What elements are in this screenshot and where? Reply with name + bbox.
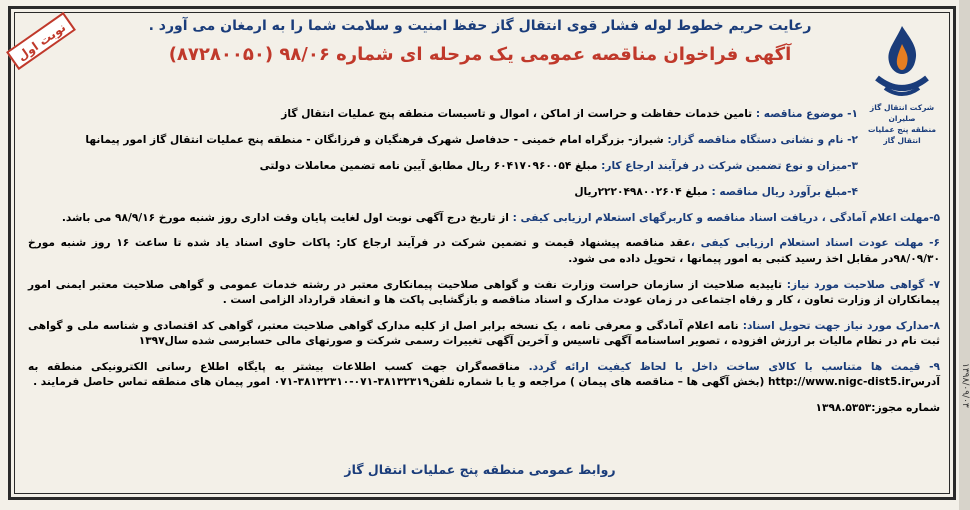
item-6-label: ۶- مهلت عودت اسناد استعلام ارزیابی کیفی ، bbox=[690, 237, 941, 250]
public-relations-footer: روابط عمومی منطقه پنج عملیات انتقال گاز bbox=[344, 462, 616, 477]
item-8-text: نامه اعلام آمادگی و معرفی نامه ، یک نسخه برابر اصل از کلیه مدارک گواهی صلاحیت معتبر، گواهی کد اقتصادی و شناسه ملی و گواهی ثبت نام در نظام مالیات بر ارزش افزوده ، تصویر اساسنامه آگهی تاسیس و آخرین آگهی تغییرات رسمی شرکت و صورتهای مالی حسابرسی شده سال۱۳۹۷ bbox=[28, 319, 940, 348]
side-date-code: ۱۳۹۸/۰۹/۰۳ bbox=[960, 362, 970, 408]
permit-number: شماره مجوز:۱۳۹۸.۵۳۵۳ bbox=[815, 402, 940, 415]
item-7 bbox=[28, 278, 940, 309]
flame-logo-icon bbox=[871, 22, 933, 102]
item-6 bbox=[28, 236, 940, 267]
safety-slogan: رعایت حریم خطوط لوله فشار قوی انتقال گاز حفظ امنیت و سلامت شما را به ارمغان می آورد . bbox=[148, 18, 812, 34]
first-round-ribbon: نوبت اول bbox=[6, 12, 76, 70]
item-8 bbox=[28, 319, 940, 350]
item-5-label: ۵-مهلت اعلام آمادگی ، دریافت اسناد مناقصه و کاربرگهای استعلام ارزیابی کیفی : bbox=[512, 211, 940, 224]
tender-items-upper bbox=[28, 96, 858, 211]
tender-items-lower bbox=[28, 200, 940, 427]
item-5 bbox=[28, 211, 940, 226]
item-2 bbox=[28, 133, 858, 149]
item-2-text: شیراز- بزرگراه امام خمینی - حدفاصل شهرک فرهنگیان و فرزانگان - منطقه پنج عملیات انتقال گاز امور پیمانها bbox=[85, 133, 668, 146]
item-7-text: تاییدیه صلاحیت از سازمان حراست وزارت نفت و گواهی صلاحیت پیمانکاری معتبر در رشته خدمات عمومی و گواهی صلاحیت معتبر ایمنی امور پیمانکاران از وزارت تعاون ، کار و رفاه اجتماعی در زمان عودت مدارک و اسناد مناقصه و بازگشایی پاکت ها و انعقاد قرارداد الزامی است . bbox=[28, 278, 940, 306]
item-1 bbox=[28, 107, 858, 123]
item-7-label: ۷- گواهی صلاحیت مورد نیاز: bbox=[786, 278, 940, 291]
item-3-text: مبلغ ۶۰۴۱۷۰۹۶۰۰۵۴ ریال مطابق آیین نامه تضمین معاملات دولتی bbox=[259, 159, 602, 172]
item-4 bbox=[28, 185, 858, 201]
item-2-label: ۲- نام و نشانی دستگاه مناقصه گزار: bbox=[667, 133, 858, 146]
item-4-text: مبلغ ۲۲۲۰۴۹۸۰۰۲۶۰۴ریال bbox=[574, 185, 712, 198]
item-5-text: از تاریخ درج آگهی نوبت اول لغایت پایان وقت اداری روز شنبه مورخ ۹۸/۹/۱۶ می باشد. bbox=[61, 211, 513, 224]
tender-headline: آگهی فراخوان مناقصه عمومی یک مرحله ای شماره ۹۸/۰۶ (۸۷۲۸۰۰۵۰) bbox=[168, 44, 792, 65]
logo-caption-company: شرکت انتقال گاز صلیران bbox=[869, 103, 935, 123]
item-9 bbox=[28, 360, 940, 391]
item-1-label: ۱- موضوع مناقصه : bbox=[755, 107, 858, 120]
logo-caption-region: منطقه پنج عملیات انتقال گاز bbox=[867, 125, 937, 145]
item-8-label: ۸-مدارک مورد نیاز جهت تحویل اسناد: bbox=[742, 319, 940, 332]
item-6-text: عقد مناقصه پیشنهاد قیمت و تضمین شرکت در فرآیند ارجاع کار: پاکات حاوی اسناد یاد شده تا ساعت ۱۶ روز شنبه مورخ ۹۸/۰۹/۳۰در مقابل اخذ رسید کتبی به امور پیمانها ، تحویل داده می شود. bbox=[28, 237, 940, 265]
item-4-label: ۴-مبلغ برآورد ریال مناقصه : bbox=[711, 185, 858, 198]
item-3 bbox=[28, 159, 858, 175]
company-logo bbox=[862, 22, 942, 145]
item-1-text: تامین خدمات حفاظت و حراست از اماکن ، اموال و تاسیسات منطقه پنج عملیات انتقال گاز bbox=[281, 107, 756, 120]
item-9-text: مناقصه‌گران جهت کسب اطلاعات بیشتر به پایگاه اطلاع رسانی الکترونیکی منطقه به آدرسhttp://www.nigc-dist5.ir (بخش آگهی ها – مناقصه های پیمان ) مراجعه و یا با شماره تلفن۳۸۱۳۲۳۱۹-۰۷۱-۳۸۱۳۲۳۱۰-۰۷۱ امور پیمان های منطقه تماس حاصل فرمایند . bbox=[28, 361, 940, 389]
item-3-label: ۳-میزان و نوع تضمین شرکت در فرآیند ارجاع کار: bbox=[601, 159, 858, 172]
item-9-label: ۹- قیمت ها متناسب با کالای ساخت داخل با لحاظ کیفیت ارائه گردد. bbox=[528, 361, 940, 374]
